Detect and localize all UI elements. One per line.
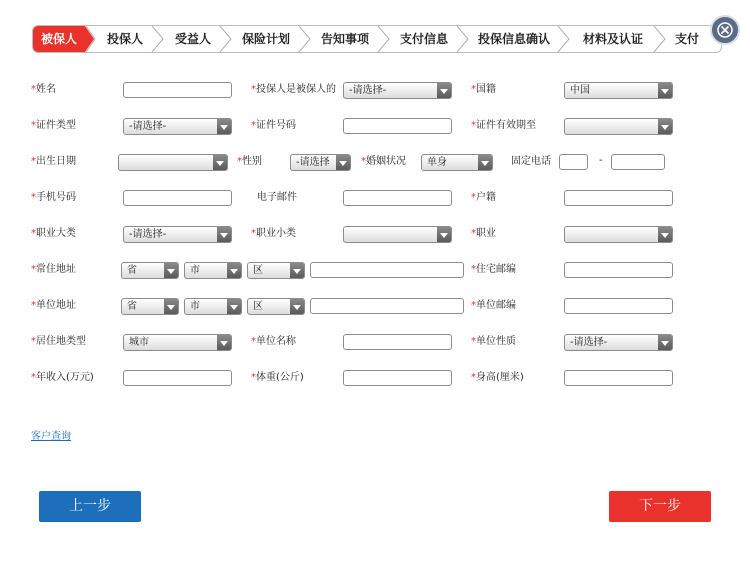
work-district-select[interactable]: 区: [247, 298, 305, 315]
company-label: *单位名称: [251, 336, 296, 347]
job-minor-select[interactable]: [343, 226, 452, 243]
address-detail-input[interactable]: [310, 262, 464, 278]
gender-label: *性别: [237, 156, 262, 167]
step-separator: [219, 26, 233, 52]
close-button[interactable]: [710, 15, 740, 45]
step-separator: [456, 26, 470, 52]
residence-type-select[interactable]: 城市: [123, 334, 232, 351]
marital-label: *婚姻状况: [361, 156, 406, 167]
step-payment-info[interactable]: 支付信息: [399, 32, 448, 46]
company-input[interactable]: [343, 334, 452, 350]
name-input[interactable]: [123, 82, 232, 98]
work-address-detail-input[interactable]: [310, 298, 464, 314]
address-district-select[interactable]: 区: [247, 262, 305, 279]
phone-separator: -: [599, 155, 603, 166]
company-nature-select[interactable]: -请选择-: [564, 334, 673, 351]
id-number-label: *证件号码: [251, 120, 296, 131]
id-type-label: *证件类型: [31, 120, 76, 131]
chevron-down-icon: [227, 263, 241, 278]
job-major-label: *职业大类: [31, 228, 76, 239]
chevron-down-icon: [164, 299, 178, 314]
step-policyholder[interactable]: 投保人: [106, 32, 143, 46]
address-province-select[interactable]: 省: [121, 262, 179, 279]
chevron-down-icon: [290, 299, 304, 314]
weight-label: *体重(公斤): [251, 372, 304, 383]
height-input[interactable]: [564, 370, 673, 386]
step-separator: [298, 26, 312, 52]
email-input[interactable]: [343, 190, 452, 206]
step-insured[interactable]: 被保人: [33, 26, 85, 52]
job-label: *职业: [471, 228, 496, 239]
job-minor-label: *职业小类: [251, 228, 296, 239]
work-zip-label: *单位邮编: [471, 300, 516, 311]
phone-area-input[interactable]: [559, 154, 588, 170]
step-disclosure[interactable]: 告知事项: [320, 32, 369, 46]
height-label: *身高(厘米): [471, 372, 524, 383]
phone-number-input[interactable]: [611, 154, 665, 170]
phone-label: 固定电话: [511, 156, 551, 167]
income-input[interactable]: [123, 370, 232, 386]
id-expiry-label: *证件有效期至: [471, 120, 536, 131]
step-separator: [653, 26, 667, 52]
chevron-down-icon: [217, 335, 231, 350]
gender-select[interactable]: -请选择: [290, 154, 351, 171]
id-expiry-select[interactable]: [564, 118, 673, 135]
chevron-down-icon: [658, 335, 672, 350]
chevron-down-icon: [478, 155, 492, 170]
chevron-down-icon: [658, 83, 672, 98]
home-zip-label: *住宅邮编: [471, 264, 516, 275]
relation-label: *投保人是被保人的: [251, 84, 336, 95]
marital-select[interactable]: 单身: [421, 154, 493, 171]
close-icon: [717, 22, 733, 38]
hukou-input[interactable]: [564, 190, 673, 206]
mobile-label: *手机号码: [31, 192, 76, 203]
work-zip-input[interactable]: [564, 298, 673, 314]
next-button[interactable]: 下一步: [609, 491, 711, 522]
id-number-input[interactable]: [343, 118, 452, 134]
chevron-down-icon: [213, 155, 227, 170]
chevron-down-icon: [164, 263, 178, 278]
job-select[interactable]: [564, 226, 673, 243]
chevron-down-icon: [437, 227, 451, 242]
chevron-down-icon: [217, 227, 231, 242]
address-label: *常住地址: [31, 264, 76, 275]
birth-date-select[interactable]: [118, 154, 228, 171]
step-beneficiary[interactable]: 受益人: [174, 32, 211, 46]
prev-button[interactable]: 上一步: [39, 491, 141, 522]
chevron-down-icon: [658, 119, 672, 134]
residence-type-label: *居住地类型: [31, 336, 86, 347]
mobile-input[interactable]: [123, 190, 232, 206]
name-label: *姓名: [31, 84, 56, 95]
company-nature-label: *单位性质: [471, 336, 516, 347]
chevron-down-icon: [217, 119, 231, 134]
nationality-select[interactable]: 中国: [564, 82, 673, 99]
birth-date-label: *出生日期: [31, 156, 76, 167]
chevron-down-icon: [290, 263, 304, 278]
step-pay[interactable]: 支付: [674, 32, 699, 46]
chevron-down-icon: [336, 155, 350, 170]
weight-input[interactable]: [343, 370, 452, 386]
relation-select[interactable]: -请选择-: [343, 82, 452, 99]
hukou-label: *户籍: [471, 192, 496, 203]
step-separator: [377, 26, 391, 52]
customer-query-link[interactable]: 客户查询: [31, 431, 71, 442]
address-city-select[interactable]: 市: [184, 262, 242, 279]
work-address-label: *单位地址: [31, 300, 76, 311]
work-province-select[interactable]: 省: [121, 298, 179, 315]
email-label: 电子邮件: [257, 192, 297, 203]
step-separator: [557, 26, 571, 52]
step-materials[interactable]: 材料及认证: [582, 32, 643, 46]
work-city-select[interactable]: 市: [184, 298, 242, 315]
home-zip-input[interactable]: [564, 262, 673, 278]
nationality-label: *国籍: [471, 84, 496, 95]
id-type-select[interactable]: -请选择-: [123, 118, 232, 135]
income-label: *年收入(万元): [31, 372, 94, 383]
chevron-down-icon: [437, 83, 451, 98]
chevron-down-icon: [658, 227, 672, 242]
job-major-select[interactable]: -请选择-: [123, 226, 232, 243]
step-confirm[interactable]: 投保信息确认: [477, 32, 550, 46]
chevron-down-icon: [227, 299, 241, 314]
step-separator: [151, 26, 165, 52]
step-bar: [32, 25, 722, 53]
step-plan[interactable]: 保险计划: [241, 32, 290, 46]
